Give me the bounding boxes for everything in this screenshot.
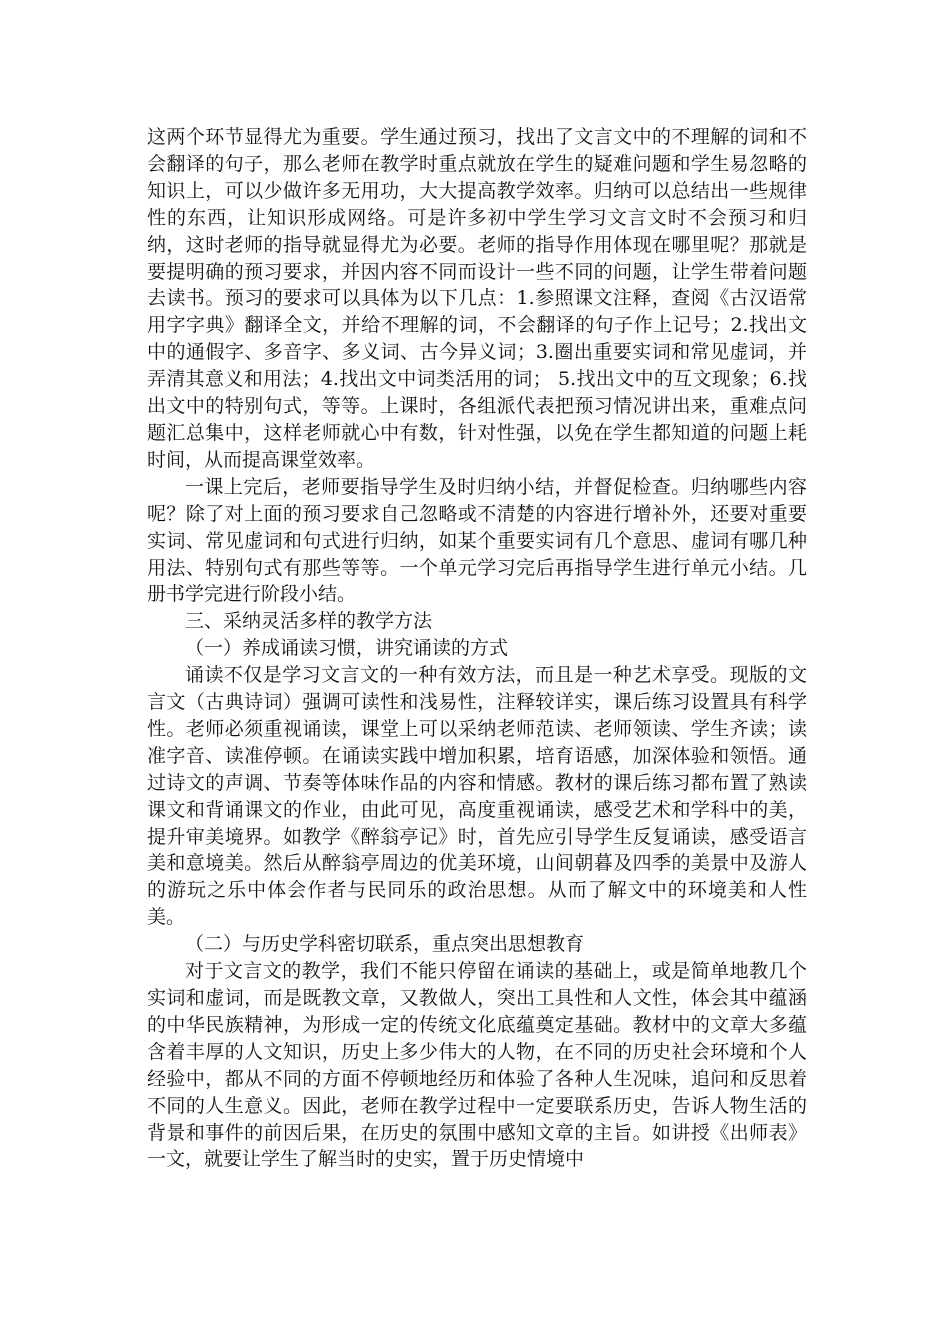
paragraph-recitation: 诵读不仅是学习文言文的一种有效方法，而且是一种艺术享受。现版的文言文（古典诗词）强调可读性和浅易性，注释较详实，课后练习设置具有科学性。老师必须重视诵读，课堂上可以采纳老师范读、老师领读、学生齐读；读准字音、读准停顿。在诵读实践中增加积累，培育语感，加深体验和领悟。通过诗文的声调、节奏等体味作品的内容和情感。教材的课后练习都布置了熟读课文和背诵课文的作业，由此可见，高度重视诵读，感受艺术和学科中的美，提升审美境界。如教学《醉翁亭记》时，首先应引导学生反复诵读，感受语言美和意境美。然后从醉翁亭周边的优美环境，山间朝暮及四季的美景中及游人的游玩之乐中体会作者与民同乐的政治思想。从而了解文中的环境美和人性美。 [147, 664, 807, 929]
paragraph-review-summary: 一课上完后，老师要指导学生及时归纳小结，并督促检查。归纳哪些内容呢？除了对上面的预习要求自己忽略或不清楚的内容进行增补外，还要对重要实词、常见虚词和句式进行归纳，如某个重要实词有几个意思、虚词有哪几种用法、特别句式有那些等等。一个单元学习完后再指导学生进行单元小结。几册书学完进行阶段小结。 [147, 475, 807, 606]
subheading-history-connection: （二）与历史学科密切联系，重点突出思想教育 [185, 933, 585, 956]
document-page [147, 124, 807, 1173]
subheading-recitation-habits: （一）养成诵读习惯，讲究诵读的方式 [185, 637, 509, 660]
paragraph-continuation: 这两个环节显得尤为重要。学生通过预习，找出了文言文中的不理解的词和不会翻译的句子，那么老师在教学时重点就放在学生的疑难问题和学生易忽略的知识上，可以少做许多无用功，大大提高教学效率。归纳可以总结出一些规律性的东西，让知识形成网络。可是许多初中学生学习文言文时不会预习和归纳，这时老师的指导就显得尤为必要。老师的指导作用体现在哪里呢？那就是要提明确的预习要求，并因内容不同而设计一些不同的问题，让学生带着问题去读书。预习的要求可以具体为以下几点：1.参照课文注释，查阅《古汉语常用字字典》翻译全文，并给不理解的词，不会翻译的句子作上记号；2.找出文中的通假字、多音字、多义词、古今异义词；3.圈出重要实词和常见虚词，并弄清其意义和用法；4.找出文中词类活用的词； 5.找出文中的互文现象；6.找出文中的特别句式，等等。上课时，各组派代表把预习情况讲出来，重难点问题汇总集中，这样老师就心中有数，针对性强，以免在学生都知道的问题上耗时间，从而提高课堂效率。 [147, 126, 807, 471]
paragraph-history-education: 对于文言文的教学，我们不能只停留在诵读的基础上，或是简单地教几个实词和虚词，而是既教文章，又教做人，突出工具性和人文性，体会其中蕴涵的中华民族精神，为形成一定的传统文化底蕴奠定基础。教材中的文章大多蕴含着丰厚的人文知识，历史上多少伟大的人物，在不同的历史社会环境和个人经验中，都从不同的方面不停顿地经历和体验了各种人生况味，追问和反思着不同的人生意义。因此，老师在教学过程中一定要联系历史，告诉人物生活的背景和事件的前因后果，在历史的氛围中感知文章的主旨。如讲授《出师表》一文，就要让学生了解当时的史实，置于历史情境中 [147, 960, 807, 1171]
section-heading-teaching-methods: 三、采纳灵活多样的教学方法 [185, 610, 433, 633]
